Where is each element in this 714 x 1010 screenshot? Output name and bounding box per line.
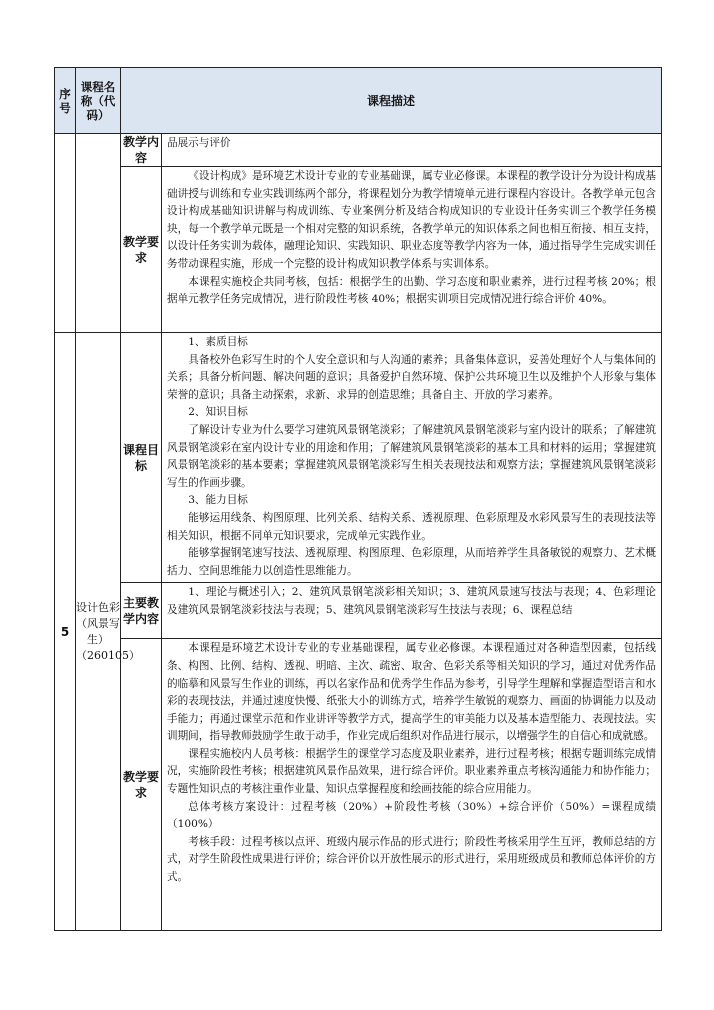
paragraph: 总体考核方案设计：过程考核（20%）+阶段性考核（30%）+综合评价（50%）=课程成绩（100%） <box>167 800 656 831</box>
row-course-name: 设计色彩（风景写生）（260105） <box>76 333 121 931</box>
paragraph: 本课程是环境艺术设计专业的专业基础课程，属专业必修课。本课程通过对各种造型因素，包括线条、构图、比例、结构、透视、明暗、主次、疏密、取舍、色彩关系等相关知识的学习，通过对优秀作品的临摹和风景写生作业的训练，再以名家作品和优秀学生作品为参考，引导学生理解和掌握造型语言和水彩的表现技法，并通过速度快慢、纸张大小的训练方式，培养学生敏锐的观察力、画面的协调能力以及动手能力；再通过课堂示范和作业讲评等教学方式，提高学生的审美能力以及基本造型能力、表现技法。实训期间，指导教师鼓励学生敢于动手，作业完成后组织对作品进行展示，以增强学生的自信心和成就感。 <box>167 642 656 743</box>
row-course-name <box>76 134 121 333</box>
header-course-name: 课程名称（代码） <box>76 68 121 134</box>
row-number: 5 <box>55 333 76 931</box>
table-row <box>55 333 662 583</box>
header-course-desc: 课程描述 <box>121 68 662 134</box>
paragraph: 能够掌握钢笔速写技法、透视原理、构图原理、色彩原理，从而培养学生具备敏锐的观察力、艺术概括力、空间思维能力以创造性思维能力。 <box>167 547 656 577</box>
table-header-row <box>55 68 662 134</box>
paragraph: 考核手段：过程考核以点评、班级内展示作品的形式进行；阶段性考核采用学生互评，教师总结的方式，对学生阶段性成果进行评价；综合评价以开放性展示的形式进行，采用班级成员和教师总体评价的方式。 <box>167 835 656 884</box>
section-content <box>162 639 662 931</box>
paragraph: 本课程实施校企共同考核，包括：根据学生的出勤、学习态度和职业素养，进行过程考核 20%；根据单元教学任务完成情况，进行阶段性考核 40%；根据实训项目完成情况进行综合评价 40%。 <box>167 275 656 306</box>
table-row <box>55 583 662 639</box>
section-label: 主要教学内容 <box>121 583 162 639</box>
paragraph: 具备校外色彩写生时的个人安全意识和与人沟通的素养；具备集体意识，妥善处理好个人与集体间的关系；具备分析问题、解决问题的意识；具备爱护自然环境、保护公共环境卫生以及维护个人形象与集体荣誉的意识；具备主动探索，求新、求异的创造思维；具备自主、开放的学习素养。 <box>167 353 656 401</box>
row-number <box>55 134 76 333</box>
header-seq: 序号 <box>55 68 76 134</box>
table-row <box>55 639 662 931</box>
paragraph: 2、知识目标 <box>188 406 248 419</box>
paragraph: 品展示与评价 <box>167 137 231 149</box>
course-table <box>54 67 662 931</box>
paragraph: 1、素质目标 <box>188 336 248 348</box>
paragraph: 了解设计专业为什么要学习建筑风景钢笔淡彩；了解建筑风景钢笔淡彩与室内设计的联系；了解建筑风景钢笔淡彩在室内设计专业的用途和作用；了解建筑风景钢笔淡彩的基本工具和材料的运用；掌握建筑风景钢笔淡彩的基本要素；掌握建筑风景钢笔淡彩写生相关表现技法和观察方法；掌握建筑风景钢笔淡彩写生的作画步骤。 <box>167 423 656 489</box>
paragraph: 1、理论与概述引入；2、建筑风景钢笔淡彩相关知识；3、建筑风景速写技法与表现；4、色彩理论及建筑风景钢笔淡彩技法与表现；5、建筑风景钢笔淡彩写生技法与表现；6、课程总结 <box>167 586 656 616</box>
paragraph: 3、能力目标 <box>188 494 248 507</box>
section-content <box>162 134 662 167</box>
section-label: 教学内容 <box>121 134 162 167</box>
section-label: 教学要求 <box>121 639 162 931</box>
section-content <box>162 583 662 639</box>
section-content <box>162 333 662 583</box>
paragraph: 《设计构成》是环境艺术设计专业的专业基础课，属专业必修课。本课程的教学设计分为设计构成基础讲授与训练和专业实践训练两个部分，将课程划分为教学情境单元进行课程内容设计。各教学单元包含设计构成基础知识讲解与构成训练、专业案例分析及结合构成知识的专业设计任务实训三个教学任务模块，每一个教学单元既是一个相对完整的知识系统，各教学单元的知识体系之间也相互衔接、相互支持，以设计任务实训为载体，融理论知识、实践知识、职业态度等教学内容为一体，通过指导学生完成实训任务带动课程实施，形成一个完整的设计构成知识教学体系与实训体系。 <box>167 170 656 270</box>
table-row <box>55 167 662 333</box>
table-row <box>55 134 662 167</box>
section-label: 教学要求 <box>121 167 162 333</box>
paragraph: 课程实施校内人员考核：根据学生的课堂学习态度及职业素养，进行过程考核；根据专题训练完成情况，实施阶段性考核；根据建筑风景作品效果，进行综合评价。职业素养重点考核沟通能力和协作能力；专题性知识点的考核注重作业量、知识点掌握程度和绘画技能的综合应用能力。 <box>167 747 656 796</box>
section-label: 课程目标 <box>121 333 162 583</box>
paragraph: 能够运用线条、构图原理、比列关系、结构关系、透视原理、色彩原理及水彩风景写生的表现技法等相关知识，根据不同单元知识要求，完成单元实践作业。 <box>167 511 656 542</box>
section-content <box>162 167 662 333</box>
